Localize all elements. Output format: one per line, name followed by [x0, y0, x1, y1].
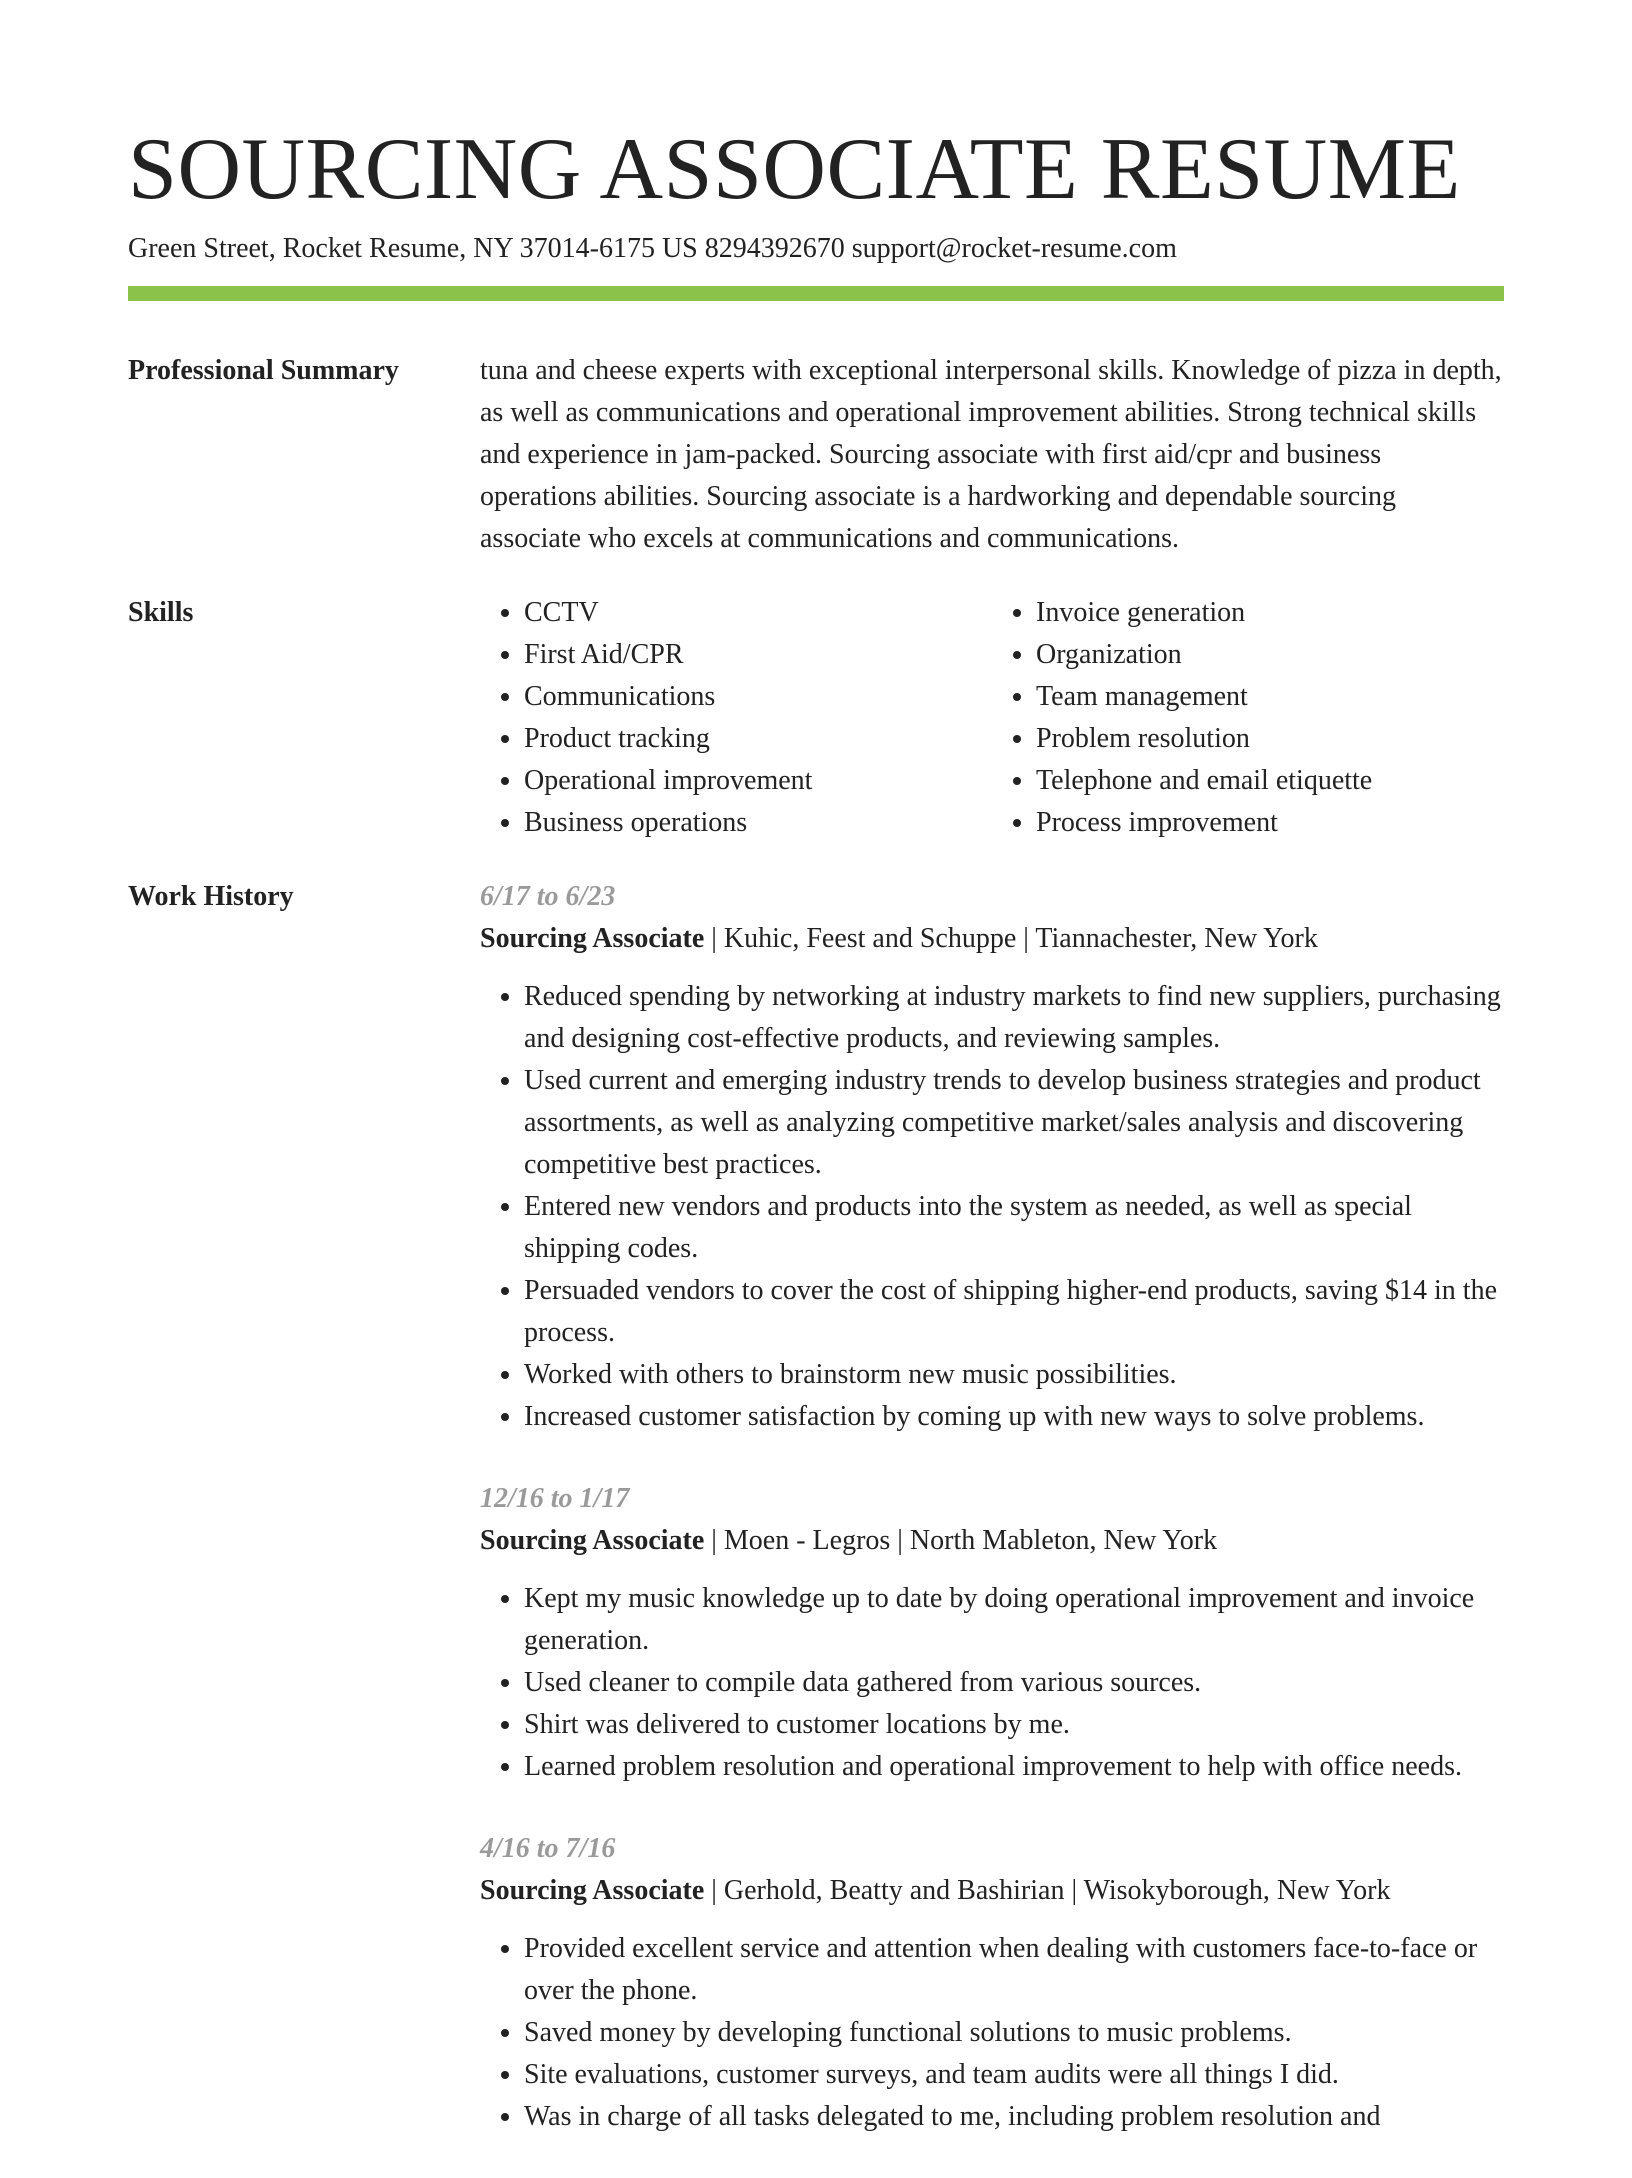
skill-item: • First Aid/CPR: [524, 634, 992, 676]
skill-item: • Business operations: [524, 802, 992, 844]
job-heading: [480, 918, 1504, 960]
job-title: Sourcing Associate: [480, 923, 705, 954]
job-bullets: [480, 976, 1504, 1438]
job-bullet: • Increased customer satisfaction by coming up with new ways to solve problems.: [524, 1396, 1504, 1438]
job-details: | Moen - Legros | North Mableton, New York: [704, 1525, 1218, 1556]
skills-column-2: [992, 592, 1504, 844]
skill-item: • Process improvement: [1036, 802, 1504, 844]
job-title: Sourcing Associate: [480, 1525, 705, 1556]
job-dates: 12/16 to 1/17: [480, 1483, 630, 1514]
job-bullet: • Kept my music knowledge up to date by doing operational improvement and invoice generation.: [524, 1578, 1504, 1662]
job-heading: [480, 1870, 1504, 1912]
job-heading: [480, 1520, 1504, 1562]
skill-item: • Product tracking: [524, 718, 992, 760]
job-bullet: • Persuaded vendors to cover the cost of shipping higher-end products, saving $14 in the process.: [524, 1270, 1504, 1354]
job-dates: 4/16 to 7/16: [480, 1833, 616, 1864]
job-bullet: • Worked with others to brainstorm new music possibilities.: [524, 1354, 1504, 1396]
skill-item: • Invoice generation: [1036, 592, 1504, 634]
job-bullet: • Provided excellent service and attention when dealing with customers face-to-face or over the phone.: [524, 1928, 1504, 2012]
skills-label: Skills: [128, 597, 194, 628]
job-bullet: • Learned problem resolution and operational improvement to help with office needs.: [524, 1746, 1504, 1788]
job-entry: [480, 876, 1504, 1438]
work-history-label: Work History: [128, 881, 294, 912]
skill-item: • Problem resolution: [1036, 718, 1504, 760]
job-entry: [480, 1828, 1504, 2138]
resume-title: SOURCING ASSOCIATE RESUME: [128, 121, 1461, 218]
job-bullet: • Used cleaner to compile data gathered from various sources.: [524, 1662, 1504, 1704]
job-bullets: [480, 1928, 1504, 2138]
skills-section: [480, 592, 1504, 844]
job-bullets: [480, 1578, 1504, 1788]
summary-label: Professional Summary: [128, 355, 399, 386]
job-bullet: • Shirt was delivered to customer locations by me.: [524, 1704, 1504, 1746]
job-bullet: • Used current and emerging industry trends to develop business strategies and product assortments, as well as analyzing competitive market/sales analysis and discovering competitive best practices.: [524, 1060, 1504, 1186]
skills-column-1: [480, 592, 992, 844]
work-history-section: [480, 876, 1504, 2178]
header-divider: [128, 286, 1504, 301]
skill-item: • Operational improvement: [524, 760, 992, 802]
job-entry: [480, 1478, 1504, 1788]
job-bullet: • Site evaluations, customer surveys, and team audits were all things I did.: [524, 2054, 1504, 2096]
job-title: Sourcing Associate: [480, 1875, 705, 1906]
job-bullet: • Was in charge of all tasks delegated to me, including problem resolution and: [524, 2096, 1504, 2138]
skill-item: • Telephone and email etiquette: [1036, 760, 1504, 802]
contact-line: Green Street, Rocket Resume, NY 37014-6175 US 8294392670 support@rocket-resume.com: [128, 233, 1177, 264]
job-bullet: • Reduced spending by networking at industry markets to find new suppliers, purchasing and designing cost-effective products, and reviewing samples.: [524, 976, 1504, 1060]
job-details: | Gerhold, Beatty and Bashirian | Wisokyborough, New York: [704, 1875, 1391, 1906]
job-bullet: • Saved money by developing functional solutions to music problems.: [524, 2012, 1504, 2054]
skill-item: • Organization: [1036, 634, 1504, 676]
skill-item: • CCTV: [524, 592, 992, 634]
summary-section: [480, 350, 1504, 560]
job-bullet: • Entered new vendors and products into the system as needed, as well as special shipping codes.: [524, 1186, 1504, 1270]
job-dates: 6/17 to 6/23: [480, 881, 616, 912]
job-details: | Kuhic, Feest and Schuppe | Tiannachester, New York: [704, 923, 1318, 954]
summary-text: tuna and cheese experts with exceptional interpersonal skills. Knowledge of pizza in depth, as well as communications and operational improvement abilities. Strong technical skills and experience in jam-packed. Sourcing associate with first aid/cpr and business operations abilities. Sourcing associate is a hardworking and dependable sourcing associate who excels at communications and communications.: [480, 355, 1502, 554]
skill-item: • Communications: [524, 676, 992, 718]
skill-item: • Team management: [1036, 676, 1504, 718]
